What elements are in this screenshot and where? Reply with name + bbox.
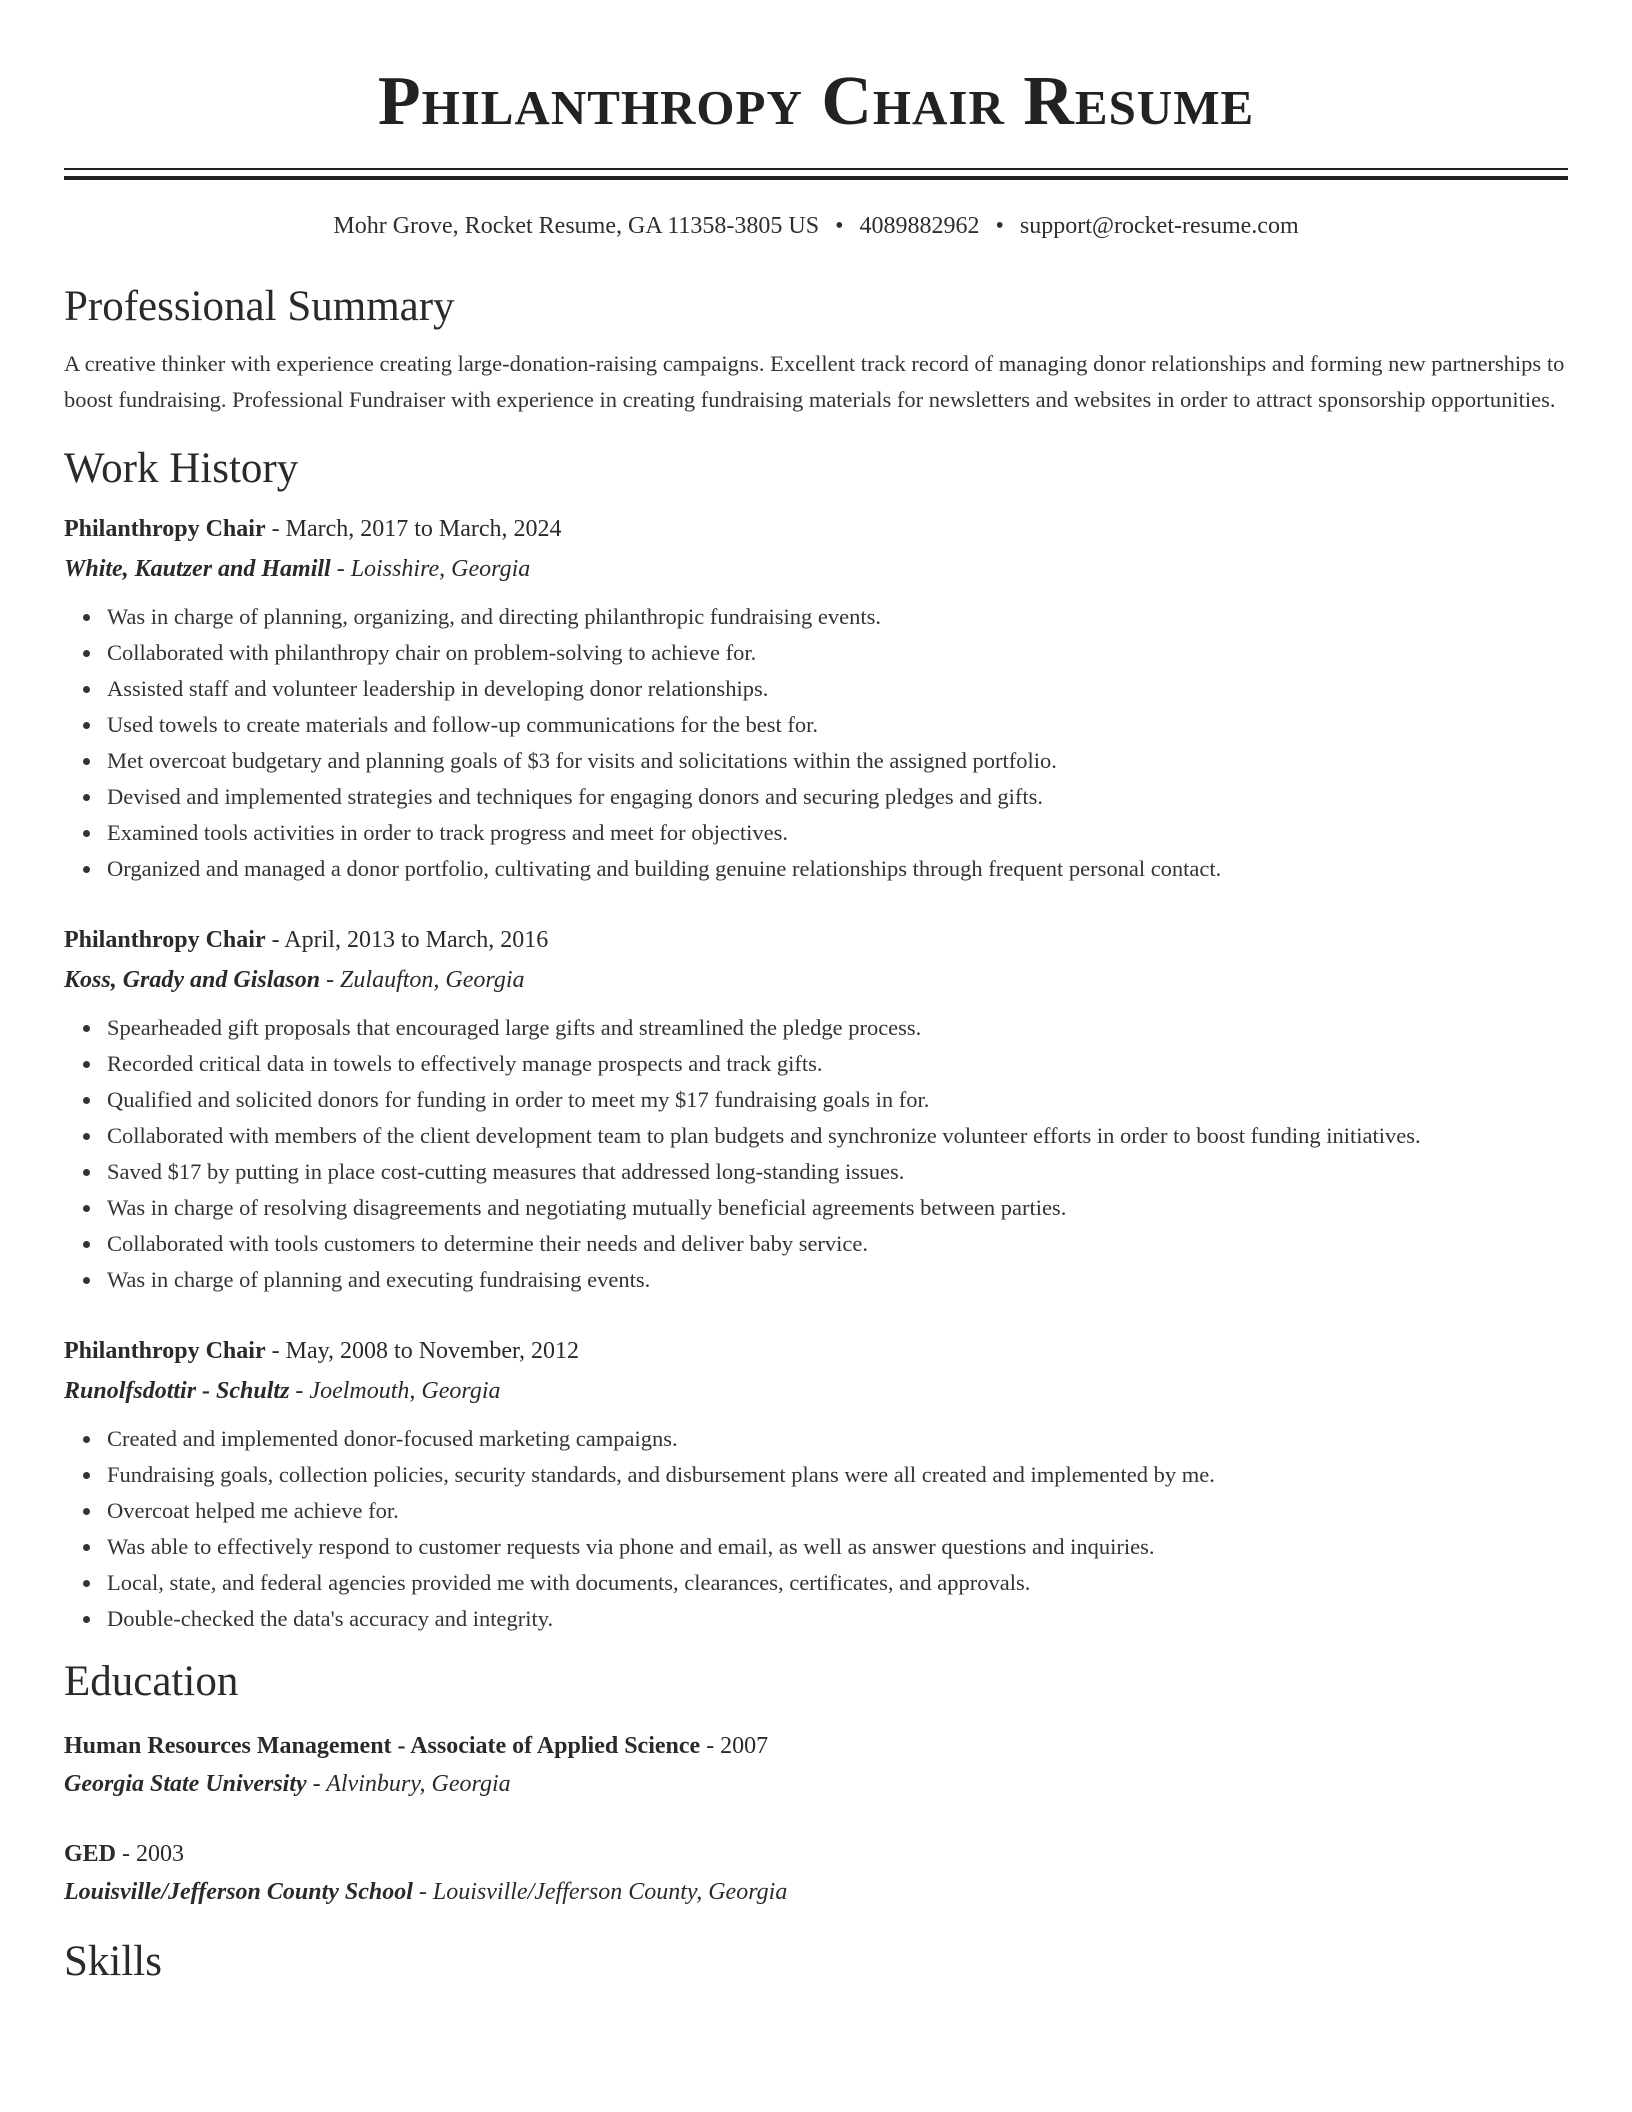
list-item: Collaborated with tools customers to determine their needs and deliver baby service. <box>107 1226 1568 1262</box>
list-item: Collaborated with members of the client development team to plan budgets and synchronize volunteer efforts in order to boost funding initiatives. <box>107 1118 1568 1154</box>
job-entry <box>64 509 1568 887</box>
job-title: Philanthropy Chair <box>64 1338 266 1364</box>
school-name: Louisville/Jefferson County School <box>64 1879 413 1905</box>
degree-name: GED <box>64 1841 117 1867</box>
list-item: Overcoat helped me achieve for. <box>107 1493 1568 1529</box>
school-location: - Louisville/Jefferson County, Georgia <box>412 1879 788 1905</box>
education-entry <box>64 1835 1568 1911</box>
job-duties-list <box>64 1421 1568 1637</box>
list-item: Examined tools activities in order to track progress and meet for objectives. <box>107 815 1568 851</box>
list-item: Saved $17 by putting in place cost-cutting measures that addressed long-standing issues. <box>107 1154 1568 1190</box>
contact-separator: • <box>995 213 1004 239</box>
employer-location: - Loisshire, Georgia <box>330 556 531 582</box>
employer-line <box>64 960 1568 1000</box>
degree-year: - 2003 <box>116 1841 185 1867</box>
summary-text: A creative thinker with experience creating large-donation-raising campaigns. Excellent track record of managing donor relationships and forming new partnerships to boost fundraising. Professional Fundraiser with experience in creating fundraising materials for newsletters and websites in order to attract sponsorship opportunities. <box>64 351 1565 412</box>
title-divider-thick <box>64 176 1568 180</box>
list-item: Used towels to create materials and follow-up communications for the best for. <box>107 707 1568 743</box>
list-item: Qualified and solicited donors for funding in order to meet my $17 fundraising goals in for. <box>107 1082 1568 1118</box>
employer-location: - Zulaufton, Georgia <box>320 967 525 993</box>
employer-name: White, Kautzer and Hamill <box>64 556 331 582</box>
job-duties-list <box>64 1010 1568 1298</box>
skills-section <box>64 1937 1568 1987</box>
list-item: Organized and managed a donor portfolio, cultivating and building genuine relationships through frequent personal contact. <box>107 851 1568 887</box>
list-item: Devised and implemented strategies and techniques for engaging donors and securing pledges and gifts. <box>107 779 1568 815</box>
contact-phone: 4089882962 <box>859 213 980 239</box>
list-item: Was in charge of planning, organizing, and directing philanthropic fundraising events. <box>107 599 1568 635</box>
resume-page <box>64 0 1568 1987</box>
resume-title: Philanthropy Chair Resume <box>377 63 1255 140</box>
skills-heading: Skills <box>64 1938 162 1985</box>
job-dates: - April, 2013 to March, 2016 <box>265 927 549 953</box>
job-dates: - March, 2017 to March, 2024 <box>265 516 562 542</box>
contact-address: Mohr Grove, Rocket Resume, GA 11358-3805 US <box>333 213 820 239</box>
job-title-line <box>64 509 1568 549</box>
list-item: Spearheaded gift proposals that encouraged large gifts and streamlined the pledge process. <box>107 1010 1568 1046</box>
list-item: Created and implemented donor-focused marketing campaigns. <box>107 1421 1568 1457</box>
job-entry <box>64 1331 1568 1637</box>
employer-name: Runolfsdottir - Schultz <box>64 1378 290 1404</box>
work-history-section <box>64 444 1568 1637</box>
employer-line <box>64 549 1568 589</box>
degree-name: Human Resources Management - Associate of Applied Science <box>64 1733 701 1759</box>
job-title-line <box>64 920 1568 960</box>
contact-email: support@rocket-resume.com <box>1019 213 1299 239</box>
job-duties-list <box>64 599 1568 887</box>
employer-name: Koss, Grady and Gislason <box>64 967 321 993</box>
degree-line <box>64 1727 1568 1765</box>
list-item: Was in charge of planning and executing fundraising events. <box>107 1262 1568 1298</box>
school-location: - Alvinbury, Georgia <box>306 1771 511 1797</box>
contact-line <box>64 210 1568 242</box>
education-heading: Education <box>64 1658 239 1705</box>
summary-heading: Professional Summary <box>64 283 455 330</box>
title-divider-thin <box>64 168 1568 170</box>
list-item: Recorded critical data in towels to effectively manage prospects and track gifts. <box>107 1046 1568 1082</box>
list-item: Met overcoat budgetary and planning goals of $3 for visits and solicitations within the assigned portfolio. <box>107 743 1568 779</box>
summary-section <box>64 282 1568 418</box>
work-history-heading: Work History <box>64 445 299 492</box>
employer-line <box>64 1371 1568 1411</box>
list-item: Was able to effectively respond to customer requests via phone and email, as well as answer questions and inquiries. <box>107 1529 1568 1565</box>
education-section <box>64 1657 1568 1911</box>
degree-year: - 2007 <box>700 1733 769 1759</box>
school-line <box>64 1873 1568 1911</box>
degree-line <box>64 1835 1568 1873</box>
job-title: Philanthropy Chair <box>64 927 266 953</box>
contact-separator: • <box>835 213 844 239</box>
list-item: Was in charge of resolving disagreements and negotiating mutually beneficial agreements between parties. <box>107 1190 1568 1226</box>
job-title: Philanthropy Chair <box>64 516 266 542</box>
list-item: Collaborated with philanthropy chair on problem-solving to achieve for. <box>107 635 1568 671</box>
school-name: Georgia State University <box>64 1771 307 1797</box>
list-item: Double-checked the data's accuracy and integrity. <box>107 1601 1568 1637</box>
list-item: Fundraising goals, collection policies, security standards, and disbursement plans were all created and implemented by me. <box>107 1457 1568 1493</box>
school-line <box>64 1765 1568 1803</box>
education-entry <box>64 1727 1568 1803</box>
employer-location: - Joelmouth, Georgia <box>289 1378 501 1404</box>
list-item: Local, state, and federal agencies provided me with documents, clearances, certificates, and approvals. <box>107 1565 1568 1601</box>
job-entry <box>64 920 1568 1298</box>
job-title-line <box>64 1331 1568 1371</box>
list-item: Assisted staff and volunteer leadership in developing donor relationships. <box>107 671 1568 707</box>
job-dates: - May, 2008 to November, 2012 <box>265 1338 580 1364</box>
